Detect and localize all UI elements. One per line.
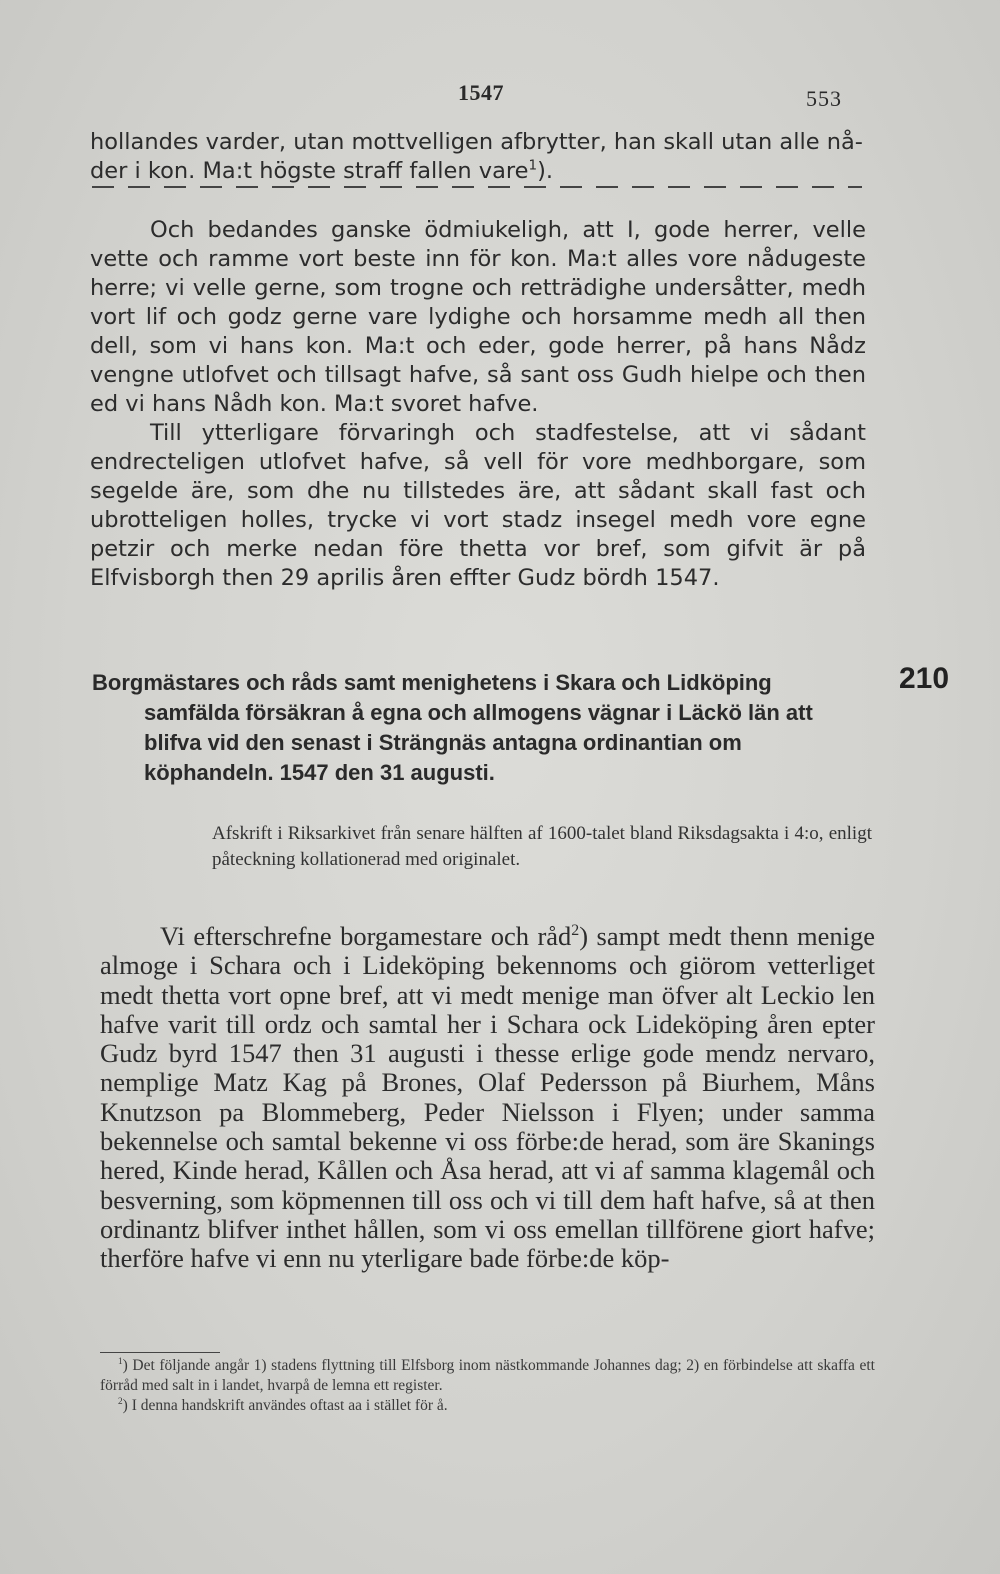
footnotes bbox=[100, 1356, 875, 1416]
page-number: 553 bbox=[806, 86, 842, 111]
document-body bbox=[100, 922, 875, 1274]
heading-line: samfälda försäkran å egna och allmogens vägnar i Läckö län att blifva vid den senast i Strängnäs antagna ordinantian om köphandeln. 1547 den 31 augusti. bbox=[144, 700, 813, 785]
footnote-text: ) Det följande angår 1) stadens flyttning till Elfsborg inom nästkommande Johannes dag; 2) en förbindelse att skaffa ett förråd med salt in i landet, hvarpå de lemna ett register. bbox=[100, 1357, 875, 1394]
footnote bbox=[100, 1396, 875, 1416]
document-heading bbox=[92, 668, 872, 788]
omission-dashes bbox=[92, 186, 862, 188]
text-fragment: ) sampt medt thenn menige almoge i Schara och i Lideköping bekennoms och giörom vetterliget medt thetta vort opne bref, att vi medt menige man öfver alt Leckio len hafve varit till ordz och samtal her i Schara ock Lideköping åren epter Gudz byrd 1547 then 31 augusti i thesse erlige gode mendz nervaro, nemplige Matz Kag på Brones, Olaf Pedersson på Biurhem, Måns Knutzson pa Blommeberg, Peder Nielsson i Flyen; under samma bekennelse och samtal bekenne vi oss förbe:de herad, som äre Skanings hered, Kinde herad, Kållen och Åsa herad, att vi af samma klagemål och besverning, som köpmennen till oss och vi till dem haft hafve, så at then ordinantz blifver inthet hållen, som vi oss emellan tillförene giort hafve; therföre hafve vi enn nu yterligare bade förbe:de köp- bbox=[100, 921, 875, 1274]
source-note: Afskrift i Riksarkivet från senare hälften af 1600-talet bland Riksdagsakta i 4:o, enligt påteckning kollationerad med originalet. bbox=[212, 823, 872, 870]
footnote-ref: 2 bbox=[571, 922, 580, 940]
footnote-mark: 1 bbox=[118, 1356, 123, 1367]
document-number: 210 bbox=[899, 662, 950, 695]
text-line bbox=[90, 157, 866, 186]
footnote-mark: 2 bbox=[118, 1396, 123, 1407]
continued-text-body bbox=[90, 216, 866, 593]
text-line: hollandes varder, utan mottvelligen afbrytter, han skall utan alle nå- bbox=[90, 129, 863, 155]
header-year: 1547 bbox=[458, 80, 504, 105]
paragraph: Och bedandes ganske ödmiukeligh, att I, gode herrer, velle vette och ramme vort beste inn för kon. Ma:t alles vore nådugeste herre; vi velle gerne, som trogne och retträdighe undersåtter, medh vort lif och godz gerne vare lydighe och horsamme medh all then dell, som vi hans kon. Ma:t och eder, gode herrer, på hans Nådz vengne utlofvet och tillsagt hafve, så sant oss Gudh hielpe och then ed vi hans Nådh kon. Ma:t svoret hafve. bbox=[90, 217, 866, 417]
text-fragment: ). bbox=[537, 158, 554, 184]
continued-text-top bbox=[90, 128, 866, 186]
heading-line: Borgmästares och råds samt menighetens i Skara och Lidköping bbox=[92, 670, 772, 695]
paragraph bbox=[100, 922, 875, 1274]
footnote-ref: 1 bbox=[528, 157, 538, 174]
footnote-text: ) I denna handskrift användes oftast aa i stället för å. bbox=[122, 1397, 448, 1414]
footnote-divider bbox=[100, 1352, 220, 1353]
paragraph: Till ytterligare förvaringh och stadfestelse, att vi sådant endrecteligen utlofvet hafve, så vell för vore medhborgare, som segelde äre, som dhe nu tillstedes äre, att sådant skall fast och ubrotteligen holles, trycke vi vort stadz insegel medh vore egne petzir och merke nedan före thetta vor bref, som gifvit är på Elfvisborgh then 29 aprilis åren effter Gudz bördh 1547. bbox=[90, 420, 866, 591]
footnote bbox=[100, 1356, 875, 1396]
text-fragment: Vi efterschrefne borgamestare och råd bbox=[160, 921, 572, 951]
text-fragment: der i kon. Ma:t högste straff fallen vare bbox=[90, 158, 529, 184]
